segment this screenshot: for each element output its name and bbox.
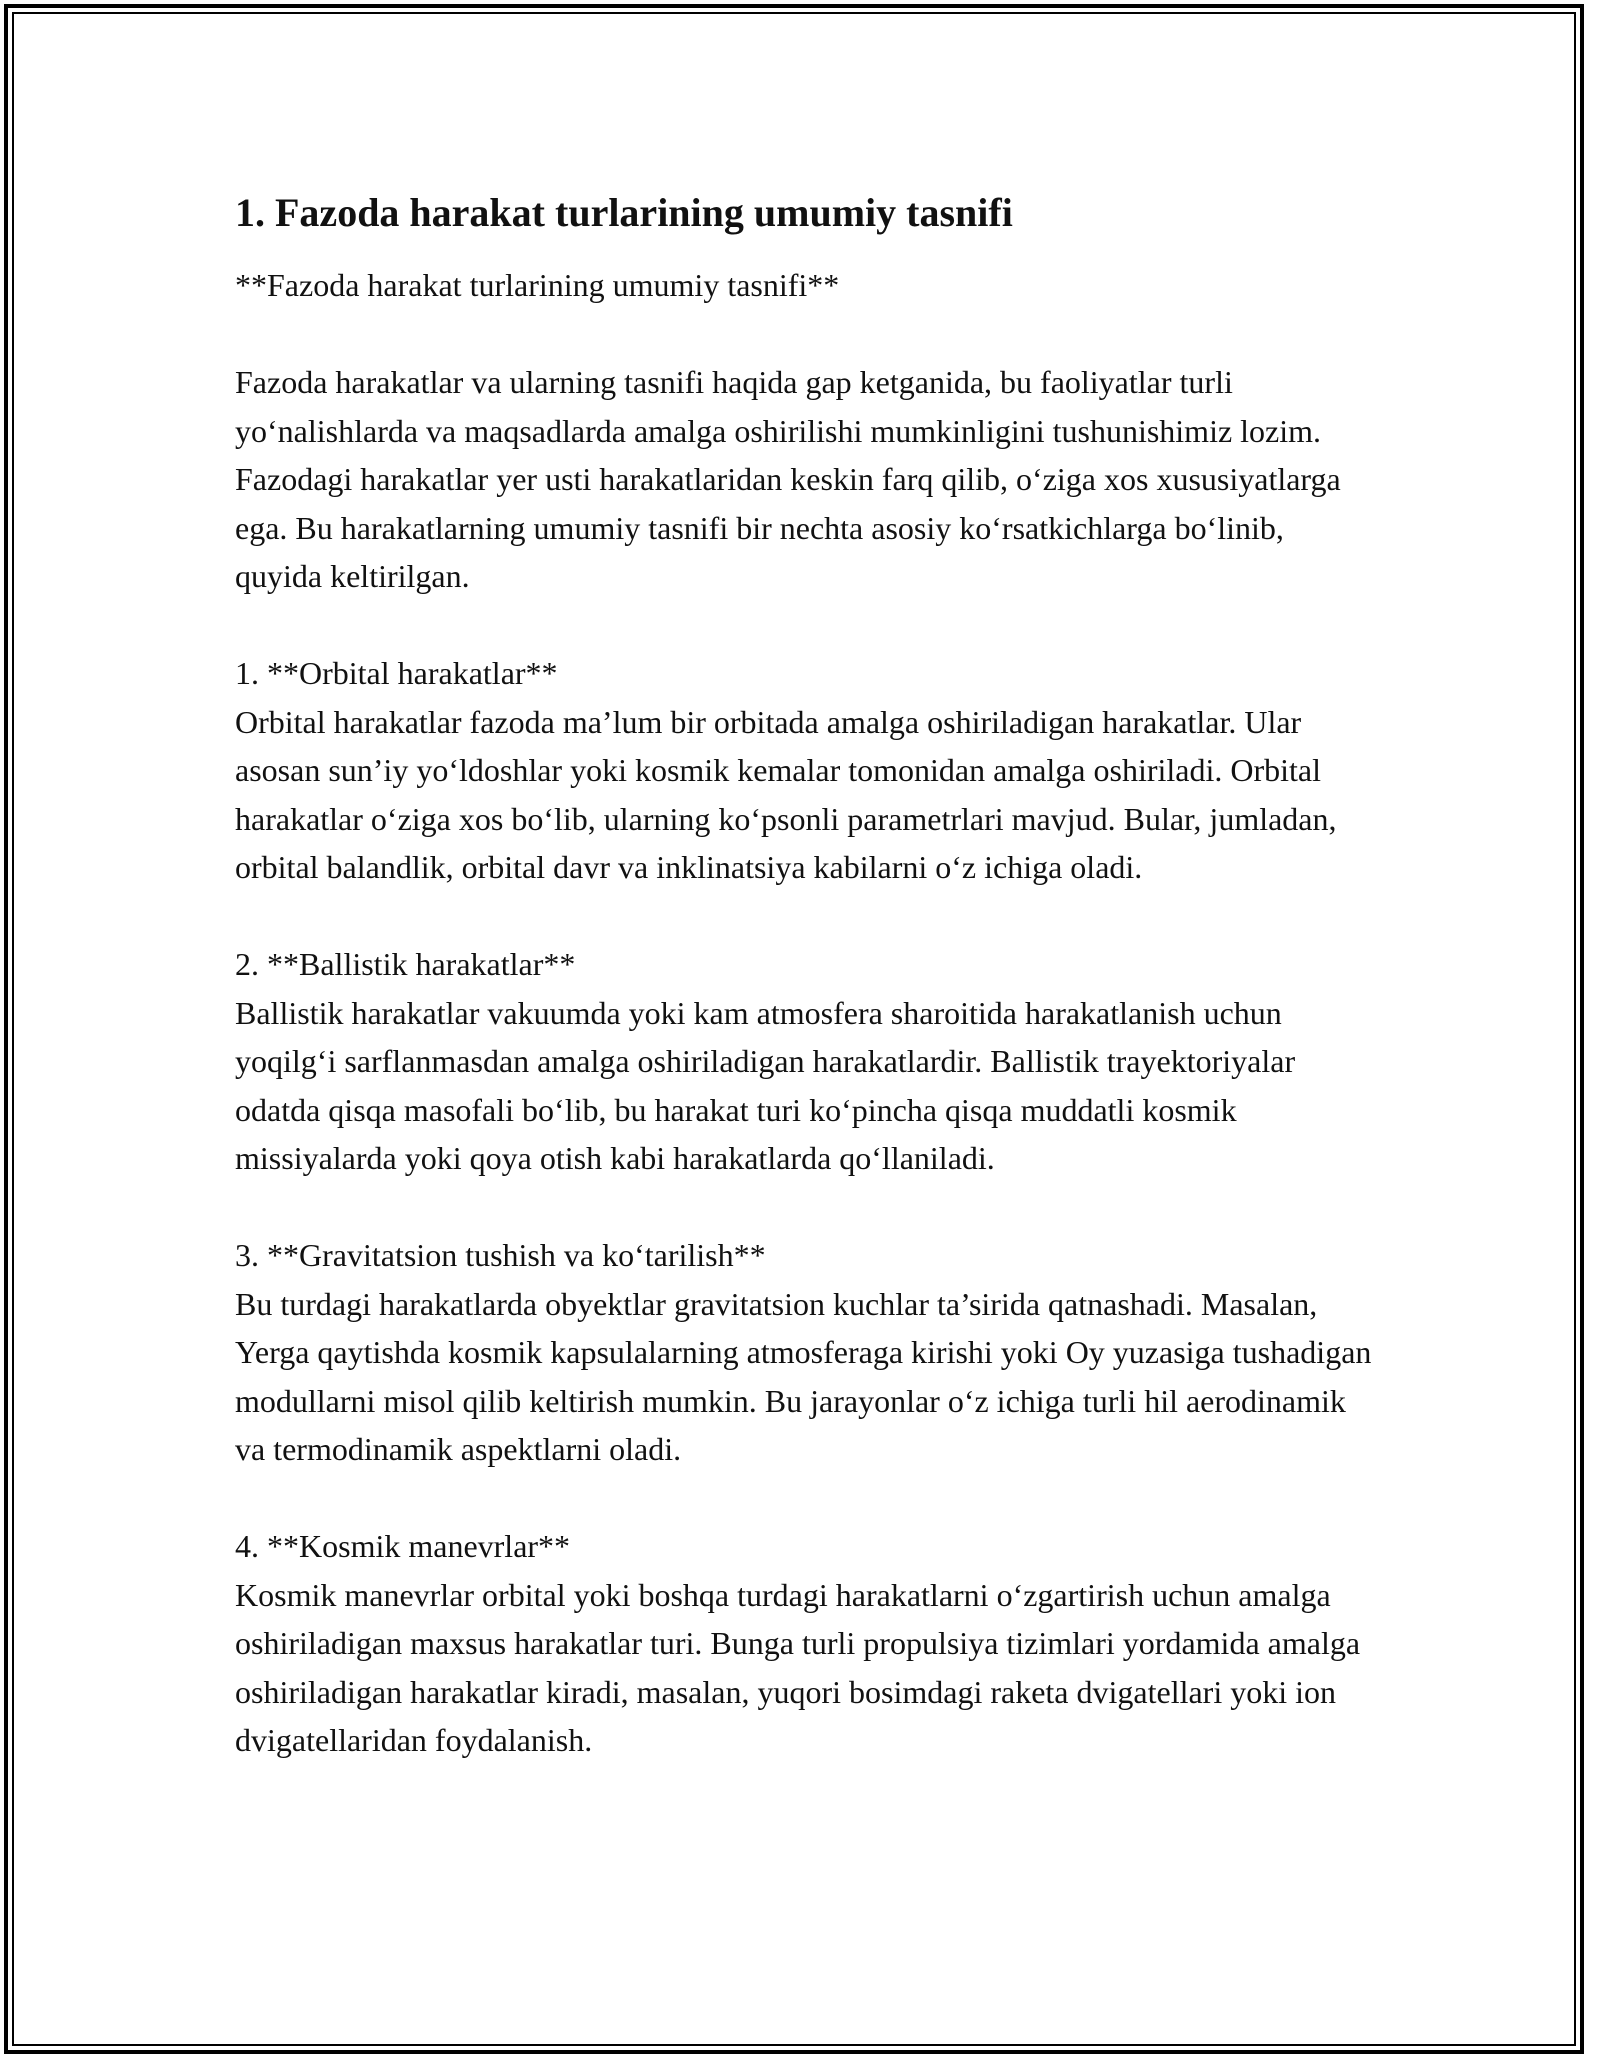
paragraph-gap [235, 1183, 1375, 1232]
document-page [235, 185, 1380, 1765]
section-title: 1. **Orbital harakatlar** [235, 655, 558, 691]
intro-paragraph: Fazoda harakatlar va ularning tasnifi haqida gap ketganida, bu faoliyatlar turli yo‘nalishlarda va maqsadlarda amalga oshirilishi mumkinligini tushunishimiz lozim. Fazodagi harakatlar yer usti harakatlaridan keskin farq qilib, o‘ziga xos xususiyatlarga ega. Bu harakatlarning umumiy tasnifi bir nechta asosiy ko‘rsatkichlarga bo‘linib, quyida keltirilgan. [235, 364, 1349, 594]
section-title: 2. **Ballistik harakatlar** [235, 946, 576, 982]
section-body: Orbital harakatlar fazoda ma’lum bir orbitada amalga oshiriladigan harakatlar. Ular asosan sun’iy yo‘ldoshlar yoki kosmik kemalar tomonidan amalga oshiriladi. Orbital harakatlar o‘ziga xos bo‘lib, ularning ko‘psonli parametrlari mavjud. Bular, jumladan, orbital balandlik, orbital davr va inklinatsiya kabilarni o‘z ichiga oladi. [235, 703, 1345, 885]
section-title: 4. **Kosmik manevrlar** [235, 1528, 571, 1564]
section-body: Kosmik manevrlar orbital yoki boshqa turdagi harakatlarni o‘zgartirish uchun amalga oshiriladigan maxsus harakatlar turi. Bunga turli propulsiya tizimlari yordamida amalga oshiriladigan harakatlar kiradi, masalan, yuqori bosimdagi raketa dvigatellari yoki ion dvigatellaridan foydalanish. [235, 1576, 1369, 1758]
paragraph-gap [235, 1474, 1375, 1523]
paragraph-gap [235, 310, 1375, 359]
section-body: Bu turdagi harakatlarda obyektlar gravitatsion kuchlar ta’sirida qatnashadi. Masalan, Yerga qaytishda kosmik kapsulalarning atmosferaga kirishi yoki Oy yuzasiga tushadigan modullarni misol qilib keltirish mumkin. Bu jarayonlar o‘z ichiga turli hil aerodinamik va termodinamik aspektlarni oladi. [235, 1285, 1380, 1467]
section-title: 3. **Gravitatsion tushish va ko‘tarilish** [235, 1237, 766, 1273]
paragraph-gap [235, 892, 1375, 941]
document-subtitle: **Fazoda harakat turlarining umumiy tasnifi** [235, 267, 840, 303]
paragraph-gap [235, 601, 1375, 650]
section-body: Ballistik harakatlar vakuumda yoki kam atmosfera sharoitida harakatlanish uchun yoqilg‘i sarflanmasdan amalga oshiriladigan harakatlardir. Ballistik trayektoriyalar odatda qisqa masofali bo‘lib, bu harakat turi ko‘pincha qisqa muddatli kosmik missiyalarda yoki qoya otish kabi harakatlarda qo‘llaniladi. [235, 994, 1304, 1176]
document-heading: 1. Fazoda harakat turlarining umumiy tasnifi [235, 190, 1013, 235]
